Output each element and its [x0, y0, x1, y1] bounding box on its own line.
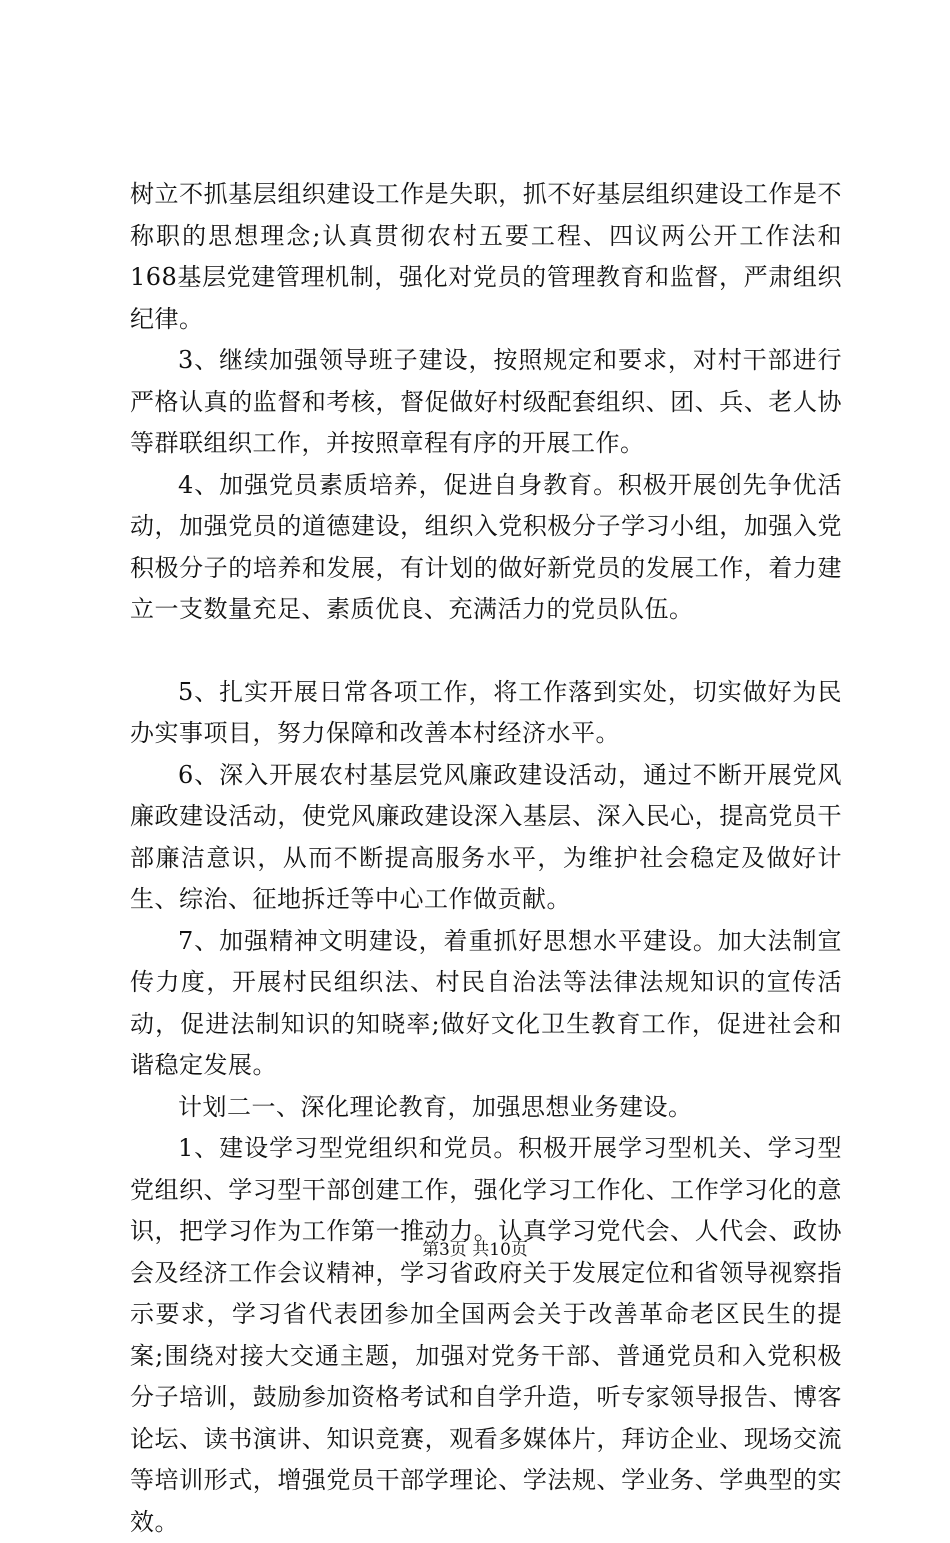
- paragraph-item-4: 4、加强党员素质培养，促进自身教育。积极开展创先争优活动，加强党员的道德建设，组织入党积极分子学习小组，加强入党积极分子的培养和发展，有计划的做好新党员的发展工作，着力建立一支数量充足、素质优良、充满活力的党员队伍。: [130, 470, 842, 623]
- paragraph-item-7: 7、加强精神文明建设，着重抓好思想水平建设。加大法制宣传力度，开展村民组织法、村民自治法等法律法规知识的宣传活动，促进法制知识的知晓率;做好文化卫生教育工作，促进社会和谐稳定发展。: [130, 926, 842, 1079]
- paragraph-item-5: 5、扎实开展日常各项工作，将工作落到实处，切实做好为民办实事项目，努力保障和改善本村经济水平。: [130, 677, 842, 747]
- paragraph-item-6: 6、深入开展农村基层党风廉政建设活动，通过不断开展党风廉政建设活动，使党风廉政建设深入基层、深入民心，提高党员干部廉洁意识，从而不断提高服务水平，为维护社会稳定及做好计生、综治、征地拆迁等中心工作做贡献。: [130, 760, 842, 913]
- section-heading-plan-two: 计划二一、深化理论教育，加强思想业务建设。: [178, 1092, 693, 1121]
- paragraph-item-3: 3、继续加强领导班子建设，按照规定和要求，对村干部进行严格认真的监督和考核，督促做好村级配套组织、团、兵、老人协等群联组织工作，并按照章程有序的开展工作。: [130, 346, 842, 457]
- paragraph-continued: 树立不抓基层组织建设工作是失职，抓不好基层组织建设工作是不称职的思想理念;认真贯彻农村五要工程、四议两公开工作法和168基层党建管理机制，强化对党员的管理教育和监督，严肃组织纪律。: [130, 180, 842, 333]
- page-number-footer: 第3页 共10页: [422, 1240, 528, 1260]
- paragraph-item-1: 1、建设学习型党组织和党员。积极开展学习型机关、学习型党组织、学习型干部创建工作，强化学习工作化、工作学习化的意识，把学习作为工作第一推动力。认真学习党代会、人代会、政协会及经济工作会议精神，学习省政府关于发展定位和省领导视察指示要求，学习省代表团参加全国两会关于改善革命老区民生的提案;围绕对接大交通主题，加强对党务干部、普通党员和入党积极分子培训，鼓励参加资格考试和自学升造，听专家领导报告、博客论坛、读书演讲、知识竞赛，观看多媒体片，拜访企业、现场交流等培训形式，增强党员干部学理论、学法规、学业务、学典型的实效。: [130, 1134, 842, 1536]
- document-body: [130, 174, 842, 1543]
